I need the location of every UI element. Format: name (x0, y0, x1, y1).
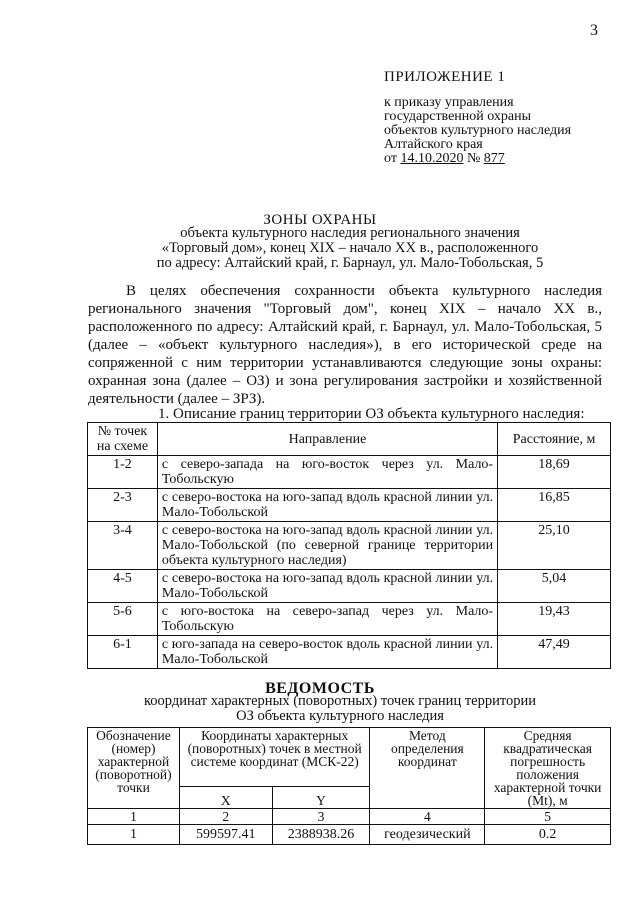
section-1-title: 1. Описание границ территории ОЗ объекта культурного наследия: (158, 406, 585, 422)
subtitle-line: объекта культурного наследия регионального значения (180, 225, 520, 241)
column-number: 1 (88, 809, 180, 825)
cell-direction: с юго-запада на северо-восток вдоль красной линии ул. Мало-Тобольской (157, 636, 497, 669)
column-number: 3 (272, 809, 370, 825)
cell-y: 2388938.26 (272, 825, 370, 845)
appendix-title: ПРИЛОЖЕНИЕ 1 (384, 69, 506, 85)
appendix-date-line (384, 152, 624, 166)
vedomost-title: ВЕДОМОСТЬ (265, 680, 375, 697)
cell-distance: 19,43 (498, 603, 611, 636)
cell-point: 1 (88, 825, 180, 845)
order-date: 14.10.2020 (400, 151, 464, 166)
zones-title: ЗОНЫ ОХРАНЫ (263, 212, 377, 228)
table-row (88, 522, 611, 570)
header-point-designation: Обозначение (номер) характерной (поворотной) точки (88, 728, 180, 809)
header-coordinates: Координаты характерных (поворотных) точек в местной системе координат (МСК-22) (179, 728, 370, 787)
cell-points: 5-6 (88, 603, 158, 636)
order-number: 877 (483, 151, 505, 166)
table-row (88, 636, 611, 669)
header-direction: Направление (157, 423, 497, 456)
header-distance: Расстояние, м (498, 423, 611, 456)
page-number: 3 (590, 22, 598, 39)
coords-header-row (88, 728, 611, 787)
table-row (88, 570, 611, 603)
table-row (88, 603, 611, 636)
subtitle-line: «Торговый дом», конец XIX – начало XX в., расположенного (161, 240, 539, 256)
table-row (88, 456, 611, 489)
cell-distance: 47,49 (498, 636, 611, 669)
number-prefix: № (463, 151, 484, 166)
table-row (88, 825, 611, 845)
column-number: 2 (179, 809, 272, 825)
cell-points: 3-4 (88, 522, 158, 570)
cell-direction: с юго-востока на северо-запад через ул. Мало-Тобольскую (157, 603, 497, 636)
cell-x: 599597.41 (179, 825, 272, 845)
appendix-line: объектов культурного наследия (384, 123, 572, 138)
header-method: Метод определения координат (370, 728, 485, 809)
cell-direction: с северо-востока на юго-запад вдоль красной линии ул. Мало-Тобольской (по северной границе территории объекта культурного наследия) (157, 522, 497, 570)
cell-method: геодезический (370, 825, 485, 845)
boundary-table (87, 422, 611, 669)
header-points: № точек на схеме (88, 423, 158, 456)
vedomost-subtitle-line: координат характерных (поворотных) точек границ территории (143, 693, 537, 709)
object-subtitle (90, 226, 610, 271)
column-number-row (88, 809, 611, 825)
appendix-block (384, 70, 624, 166)
cell-distance: 18,69 (498, 456, 611, 489)
cell-points: 6-1 (88, 636, 158, 669)
cell-direction: с северо-востока на юго-запад вдоль красной линии ул. Мало-Тобольской (157, 489, 497, 522)
vedomost-subtitle (100, 694, 580, 724)
table-header-row (88, 423, 611, 456)
vedomost-subtitle-line: ОЗ объекта культурного наследия (236, 708, 444, 724)
column-number: 4 (370, 809, 485, 825)
cell-direction: с северо-востока на юго-запад вдоль красной линии ул. Мало-Тобольской (157, 570, 497, 603)
cell-distance: 5,04 (498, 570, 611, 603)
appendix-line: государственной охраны (384, 109, 532, 124)
cell-direction: с северо-запада на юго-восток через ул. Мало-Тобольскую (157, 456, 497, 489)
cell-distance: 25,10 (498, 522, 611, 570)
cell-points: 2-3 (88, 489, 158, 522)
cell-distance: 16,85 (498, 489, 611, 522)
column-number: 5 (485, 809, 611, 825)
header-x: X (179, 786, 272, 808)
date-prefix: от (384, 151, 401, 166)
header-error: Средняя квадратическая погрешность положения характерной точки (Mt), м (485, 728, 611, 809)
intro-paragraph: В целях обеспечения сохранности объекта культурного наследия регионального значения "Торговый дом", конец XIX – начало XX в., расположенного по адресу: Алтайский край, г. Барнаул, ул. Мало-Тобольская, 5 (далее – «объект культурного наследия»), в его исторической среде на сопряженной с ним территории устанавливаются следующие зоны охраны: охранная зона (далее – ОЗ) и зона регулирования застройки и хозяйственной деятельности (далее – ЗРЗ). (88, 283, 602, 407)
cell-error: 0.2 (485, 825, 611, 845)
coordinates-table (87, 727, 611, 845)
appendix-line: к приказу управления (384, 95, 514, 110)
subtitle-line: по адресу: Алтайский край, г. Барнаул, ул. Мало-Тобольская, 5 (156, 255, 544, 271)
table-row (88, 489, 611, 522)
appendix-line: Алтайского края (384, 137, 483, 152)
cell-points: 4-5 (88, 570, 158, 603)
cell-points: 1-2 (88, 456, 158, 489)
header-y: Y (272, 786, 370, 808)
